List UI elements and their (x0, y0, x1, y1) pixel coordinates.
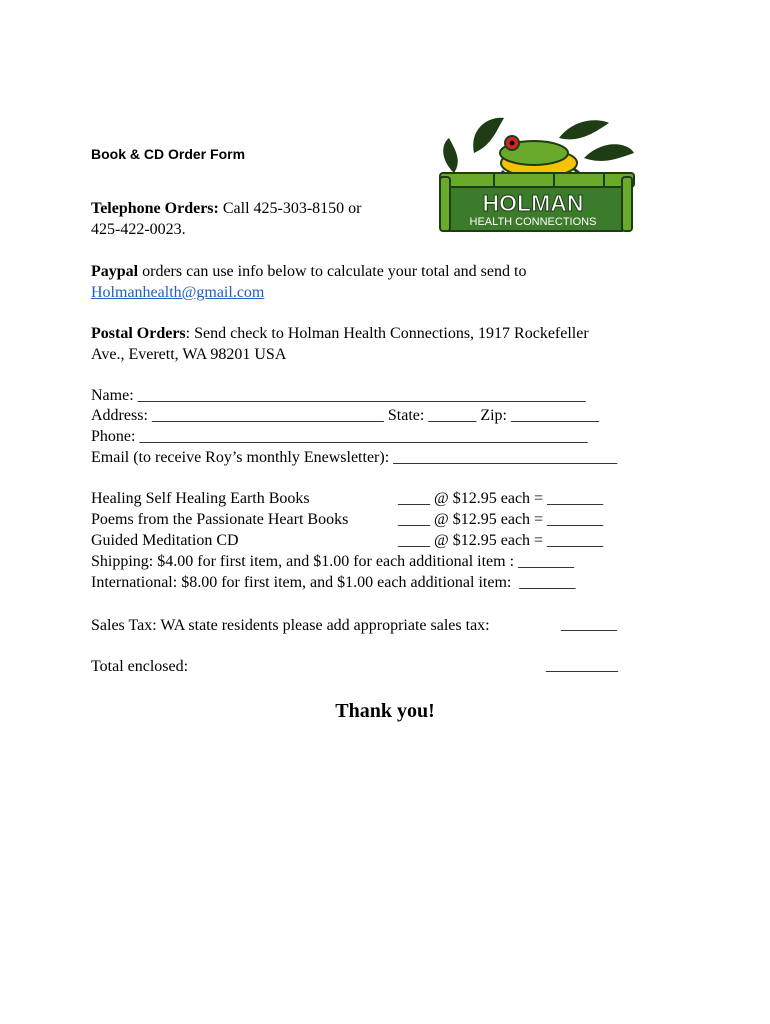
leaf-icon (473, 118, 504, 153)
shipping-domestic[interactable]: Shipping: $4.00 for first item, and $1.00 for each additional item : _______ (91, 553, 575, 570)
sales-tax-blank[interactable]: _______ (561, 616, 617, 633)
postal-text-line1: : Send check to Holman Health Connections, 1917 Rockefeller (185, 325, 589, 342)
total-blank[interactable]: _________ (546, 657, 618, 674)
item-name-healing-self: Healing Self Healing Earth Books (91, 490, 310, 507)
email-link[interactable]: Holmanhealth@gmail.com (91, 284, 265, 301)
paypal-label: Paypal (91, 263, 139, 280)
logo-graphic (434, 113, 640, 233)
postal-text-line2: Ave., Everett, WA 98201 USA (91, 346, 287, 363)
holman-logo (434, 113, 640, 233)
shipping-international[interactable]: International: $8.00 for first item, and $1.00 each additional item: _______ (91, 574, 576, 591)
postal-orders (91, 323, 589, 365)
phone-field[interactable]: Phone: ________________________________________________________ (91, 428, 588, 445)
thank-you: Thank you! (335, 700, 435, 722)
paypal-text: orders can use info below to calculate your total and send to (138, 263, 527, 280)
postal-label: Postal Orders (91, 325, 186, 342)
address-field[interactable]: Address: _____________________________ State: ______ Zip: ___________ (91, 407, 599, 424)
telephone-label: Telephone Orders: (91, 200, 219, 217)
telephone-orders (91, 198, 362, 240)
item-name-poems: Poems from the Passionate Heart Books (91, 511, 349, 528)
item-calc-poems[interactable]: ____ @ $12.95 each = _______ (398, 511, 604, 528)
form-title: Book & CD Order Form (91, 146, 246, 162)
item-name-meditation-cd: Guided Meditation CD (91, 532, 239, 549)
leaf-icon (559, 120, 609, 139)
leaf-icon (443, 138, 458, 173)
item-calc-meditation-cd[interactable]: ____ @ $12.95 each = _______ (398, 532, 604, 549)
logo-text-sub: HEALTH CONNECTIONS (469, 216, 597, 228)
logo-text-main: HOLMAN (482, 190, 584, 216)
leaf-icon (584, 144, 634, 161)
sales-tax-label: Sales Tax: WA state residents please add appropriate sales tax: (91, 617, 490, 634)
total-label: Total enclosed: (91, 658, 189, 675)
telephone-text-line2: 425-422-0023. (91, 221, 186, 238)
item-calc-healing-self[interactable]: ____ @ $12.95 each = _______ (398, 490, 604, 507)
name-field[interactable]: Name: ________________________________________________________ (91, 387, 586, 404)
telephone-text-line1: Call 425-303-8150 or (218, 200, 362, 217)
paypal-orders (91, 261, 526, 303)
email-field[interactable]: Email (to receive Roy’s monthly Enewsletter): ____________________________ (91, 449, 618, 466)
